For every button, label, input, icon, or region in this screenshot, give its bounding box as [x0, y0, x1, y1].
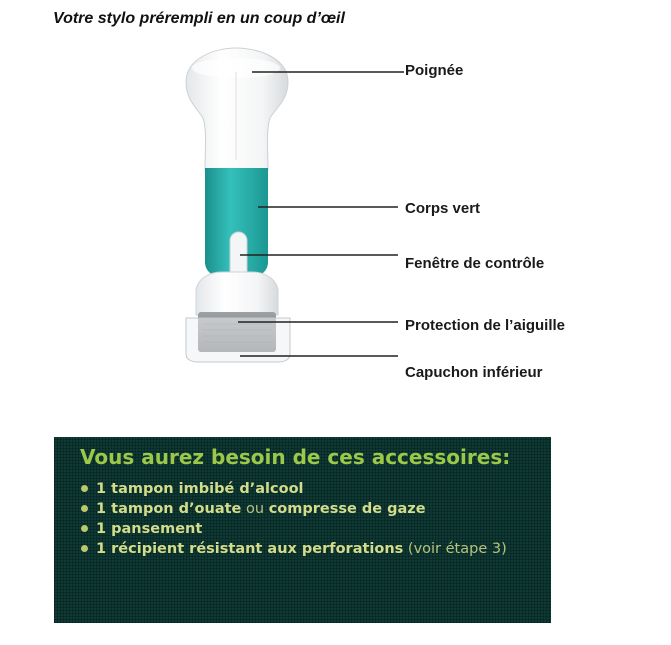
supply-item-connector: ou	[241, 501, 269, 517]
supply-item-text-alt: compresse de gaze	[268, 501, 426, 517]
supply-item	[80, 499, 533, 519]
bullet-icon	[81, 525, 88, 532]
supply-item-note: (voir étape 3)	[403, 541, 507, 557]
supply-item	[80, 519, 533, 539]
label-bottom-cap: Capuchon inférieur	[405, 364, 543, 381]
supply-item	[80, 539, 533, 559]
supplies-box	[54, 437, 551, 623]
supply-item-text: 1 pansement	[96, 521, 203, 537]
label-control-window: Fenêtre de contrôle	[405, 255, 545, 272]
bullet-icon	[81, 505, 88, 512]
bullet-icon	[81, 485, 88, 492]
supply-item-text: 1 tampon imbibé d’alcool	[96, 481, 304, 497]
bullet-icon	[81, 545, 88, 552]
label-handle: Poignée	[405, 62, 464, 79]
supplies-list	[80, 479, 533, 559]
label-green-body: Corps vert	[405, 200, 481, 217]
supplies-heading: Vous aurez besoin de ces accessoires:	[80, 445, 511, 469]
label-needle-guard: Protection de l’aiguille	[405, 317, 566, 334]
supply-item-text: 1 tampon d’ouate	[96, 501, 242, 517]
supply-item-text: 1 récipient résistant aux perforations	[96, 541, 404, 557]
supply-item	[80, 479, 533, 499]
pen-handle	[186, 48, 288, 170]
page-title: Votre stylo prérempli en un coup d’œil	[53, 10, 345, 27]
